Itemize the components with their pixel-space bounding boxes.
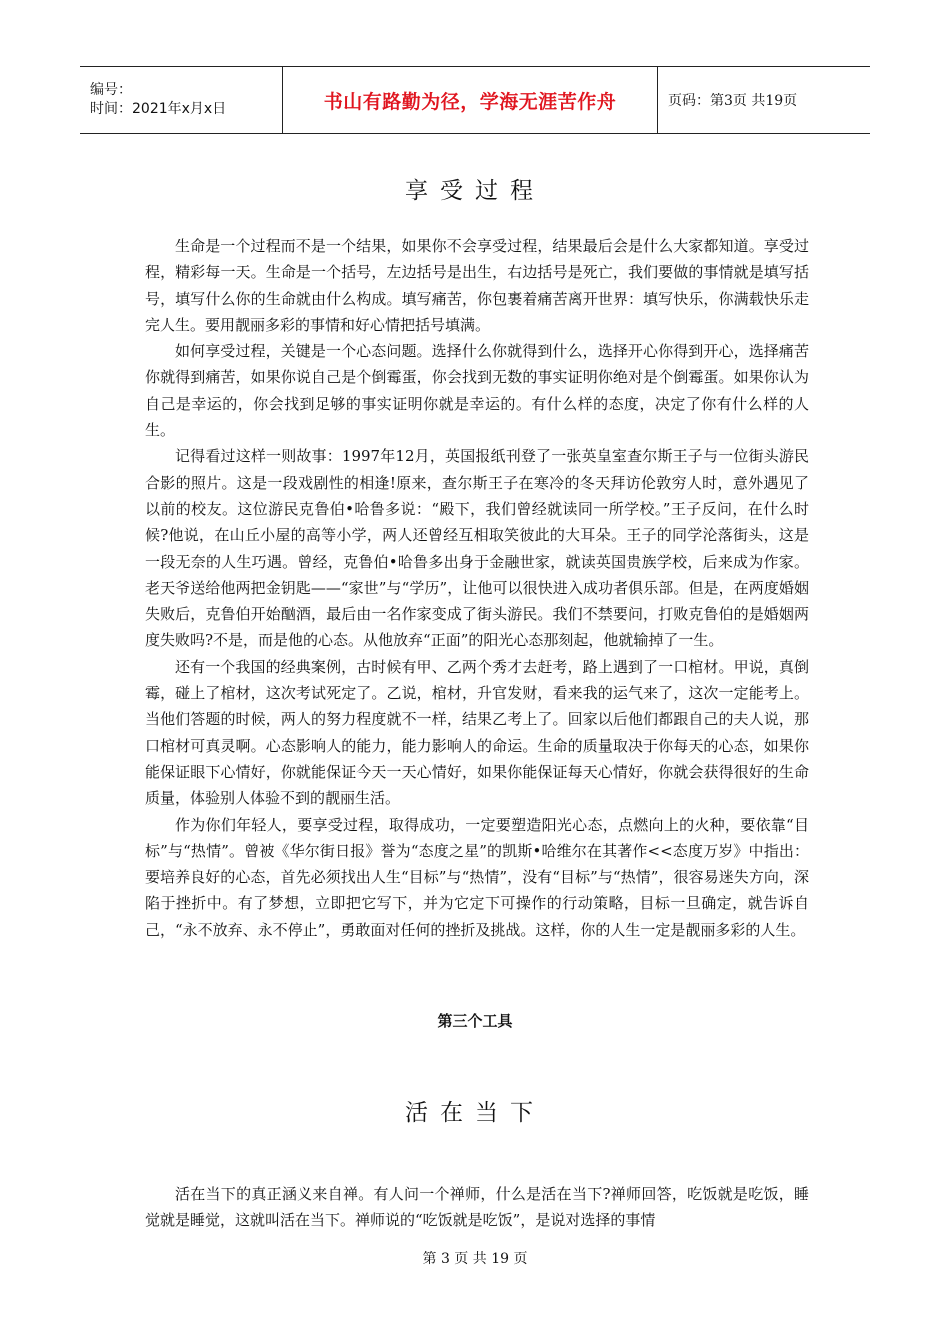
page-footer: 第 3 页 共 19 页	[422, 1251, 528, 1267]
section-title: 享受过程	[405, 178, 545, 204]
header-motto: 书山有路勤为径，学海无涯苦作舟	[282, 67, 658, 133]
section-subheading: 第三个工具	[437, 1012, 513, 1030]
page-header	[80, 66, 870, 134]
paragraph: 记得看过这样一则故事：1997年12月，英国报纸刊登了一张英皇室查尔斯王子与一位街头游民合影的照片。这是一段戏剧性的相逢!原来，查尔斯王子在寒冷的冬天拜访伦敦穷人时，意外遇见了以前的校友。这位游民克鲁伯•哈鲁多说：“殿下，我们曾经就读同一所学校。”王子反问，在什么时候?他说，在山丘小屋的高等小学，两人还曾经互相取笑彼此的大耳朵。王子的同学沦落街头，这是一段无奈的人生巧遇。曾经，克鲁伯•哈鲁多出身于金融世家，就读英国贵族学校，后来成为作家。老天爷送给他两把金钥匙——“家世”与“学历”，让他可以很快进入成功者俱乐部。但是，在两度婚姻失败后，克鲁伯开始酗酒，最后由一名作家变成了街头游民。我们不禁要问，打败克鲁伯的是婚姻两度失败吗?不是，而是他的心态。从他放弃“正面”的阳光心态那刻起，他就输掉了一生。	[145, 447, 809, 650]
paragraph: 作为你们年轻人，要享受过程，取得成功，一定要塑造阳光心态，点燃向上的火种，要依靠“目标”与“热情”。曾被《华尔街日报》誉为“态度之星”的凯斯•哈维尔在其著作<<态度万岁》中指出：要培养良好的心态，首先必须找出人生“目标”与“热情”，没有“目标”与“热情”，很容易迷失方向，深陷于挫折中。有了梦想，立即把它写下，并为它定下可操作的行动策略，目标一旦确定，就告诉自己，“永不放弃、永不停止”，勇敢面对任何的挫折及挑战。这样，你的人生一定是靓丽多彩的人生。	[145, 815, 809, 939]
document-number-label: 编号：	[90, 82, 132, 98]
section-title: 活在当下	[405, 1100, 545, 1126]
paragraph: 还有一个我国的经典案例，古时候有甲、乙两个秀才去赶考，路上遇到了一口棺材。甲说，真倒霉，碰上了棺材，这次考试死定了。乙说，棺材，升官发财，看来我的运气来了，这次一定能考上。当他们答题的时候，两人的努力程度就不一样，结果乙考上了。回家以后他们都跟自己的夫人说，那口棺材可真灵啊。心态影响人的能力，能力影响人的命运。生命的质量取决于你每天的心态，如果你能保证眼下心情好，你就能保证今天一天心情好，如果你能保证每天心情好，你就会获得很好的生命质量，体验别人体验不到的靓丽生活。	[145, 657, 809, 808]
paragraph: 活在当下的真正涵义来自禅。有人问一个禅师，什么是活在当下?禅师回答，吃饭就是吃饭，睡觉就是睡觉，这就叫活在当下。禅师说的“吃饭就是吃饭”，是说对选择的事情	[145, 1185, 809, 1230]
section-body	[145, 233, 809, 943]
document-time-label: 时间：2021年x月x日	[90, 101, 227, 117]
header-page-info: 页码：第3页 共19页	[668, 93, 798, 109]
header-meta	[80, 67, 282, 133]
paragraph: 生命是一个过程而不是一个结果，如果你不会享受过程，结果最后会是什么大家都知道。享受过程，精彩每一天。生命是一个括号，左边括号是出生，右边括号是死亡，我们要做的事情就是填写括号，填写什么你的生命就由什么构成。填写痛苦，你包裹着痛苦离开世界：填写快乐，你满载快乐走完人生。要用靓丽多彩的事情和好心情把括号填满。	[145, 237, 809, 334]
section-body	[145, 1181, 809, 1234]
paragraph: 如何享受过程，关键是一个心态问题。选择什么你就得到什么，选择开心你得到开心，选择痛苦你就得到痛苦，如果你说自己是个倒霉蛋，你会找到无数的事实证明你绝对是个倒霉蛋。如果你认为自己是幸运的，你会找到足够的事实证明你就是幸运的。有什么样的态度，决定了你有什么样的人生。	[145, 342, 809, 440]
